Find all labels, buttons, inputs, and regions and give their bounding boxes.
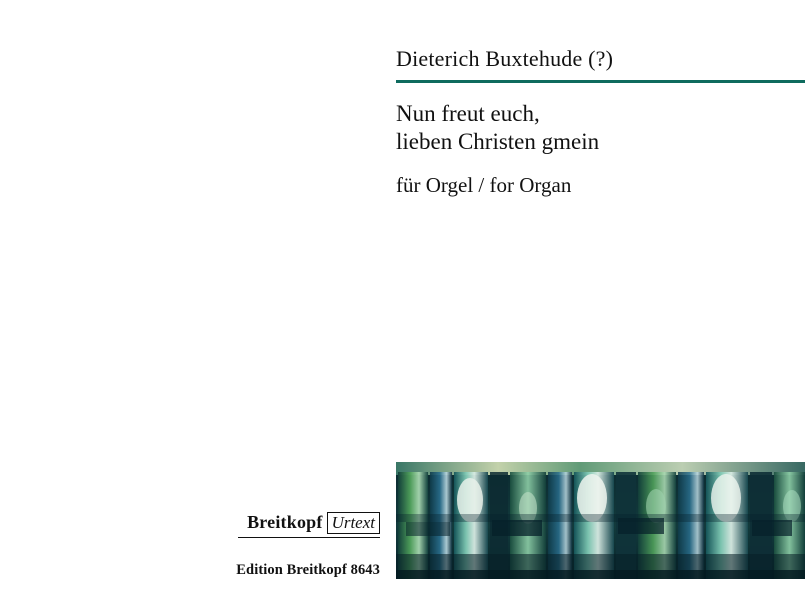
edition-number: Edition Breitkopf 8643 [236,562,380,578]
cover-photograph [396,462,805,579]
urtext-badge: Urtext [327,512,380,534]
work-title-line-1: Nun freut euch, [396,101,540,126]
composer-name: Dieterich Buxtehude (?) [396,46,614,71]
title-divider-rule [396,80,805,83]
organ-pipes-illustration [396,462,805,579]
work-title-line-2: lieben Christen gmein [396,129,600,154]
instrumentation-subtitle: für Orgel / for Organ [396,173,572,197]
work-title [396,100,796,156]
publisher-name: Breitkopf [247,512,323,532]
publisher-logo [238,512,380,538]
